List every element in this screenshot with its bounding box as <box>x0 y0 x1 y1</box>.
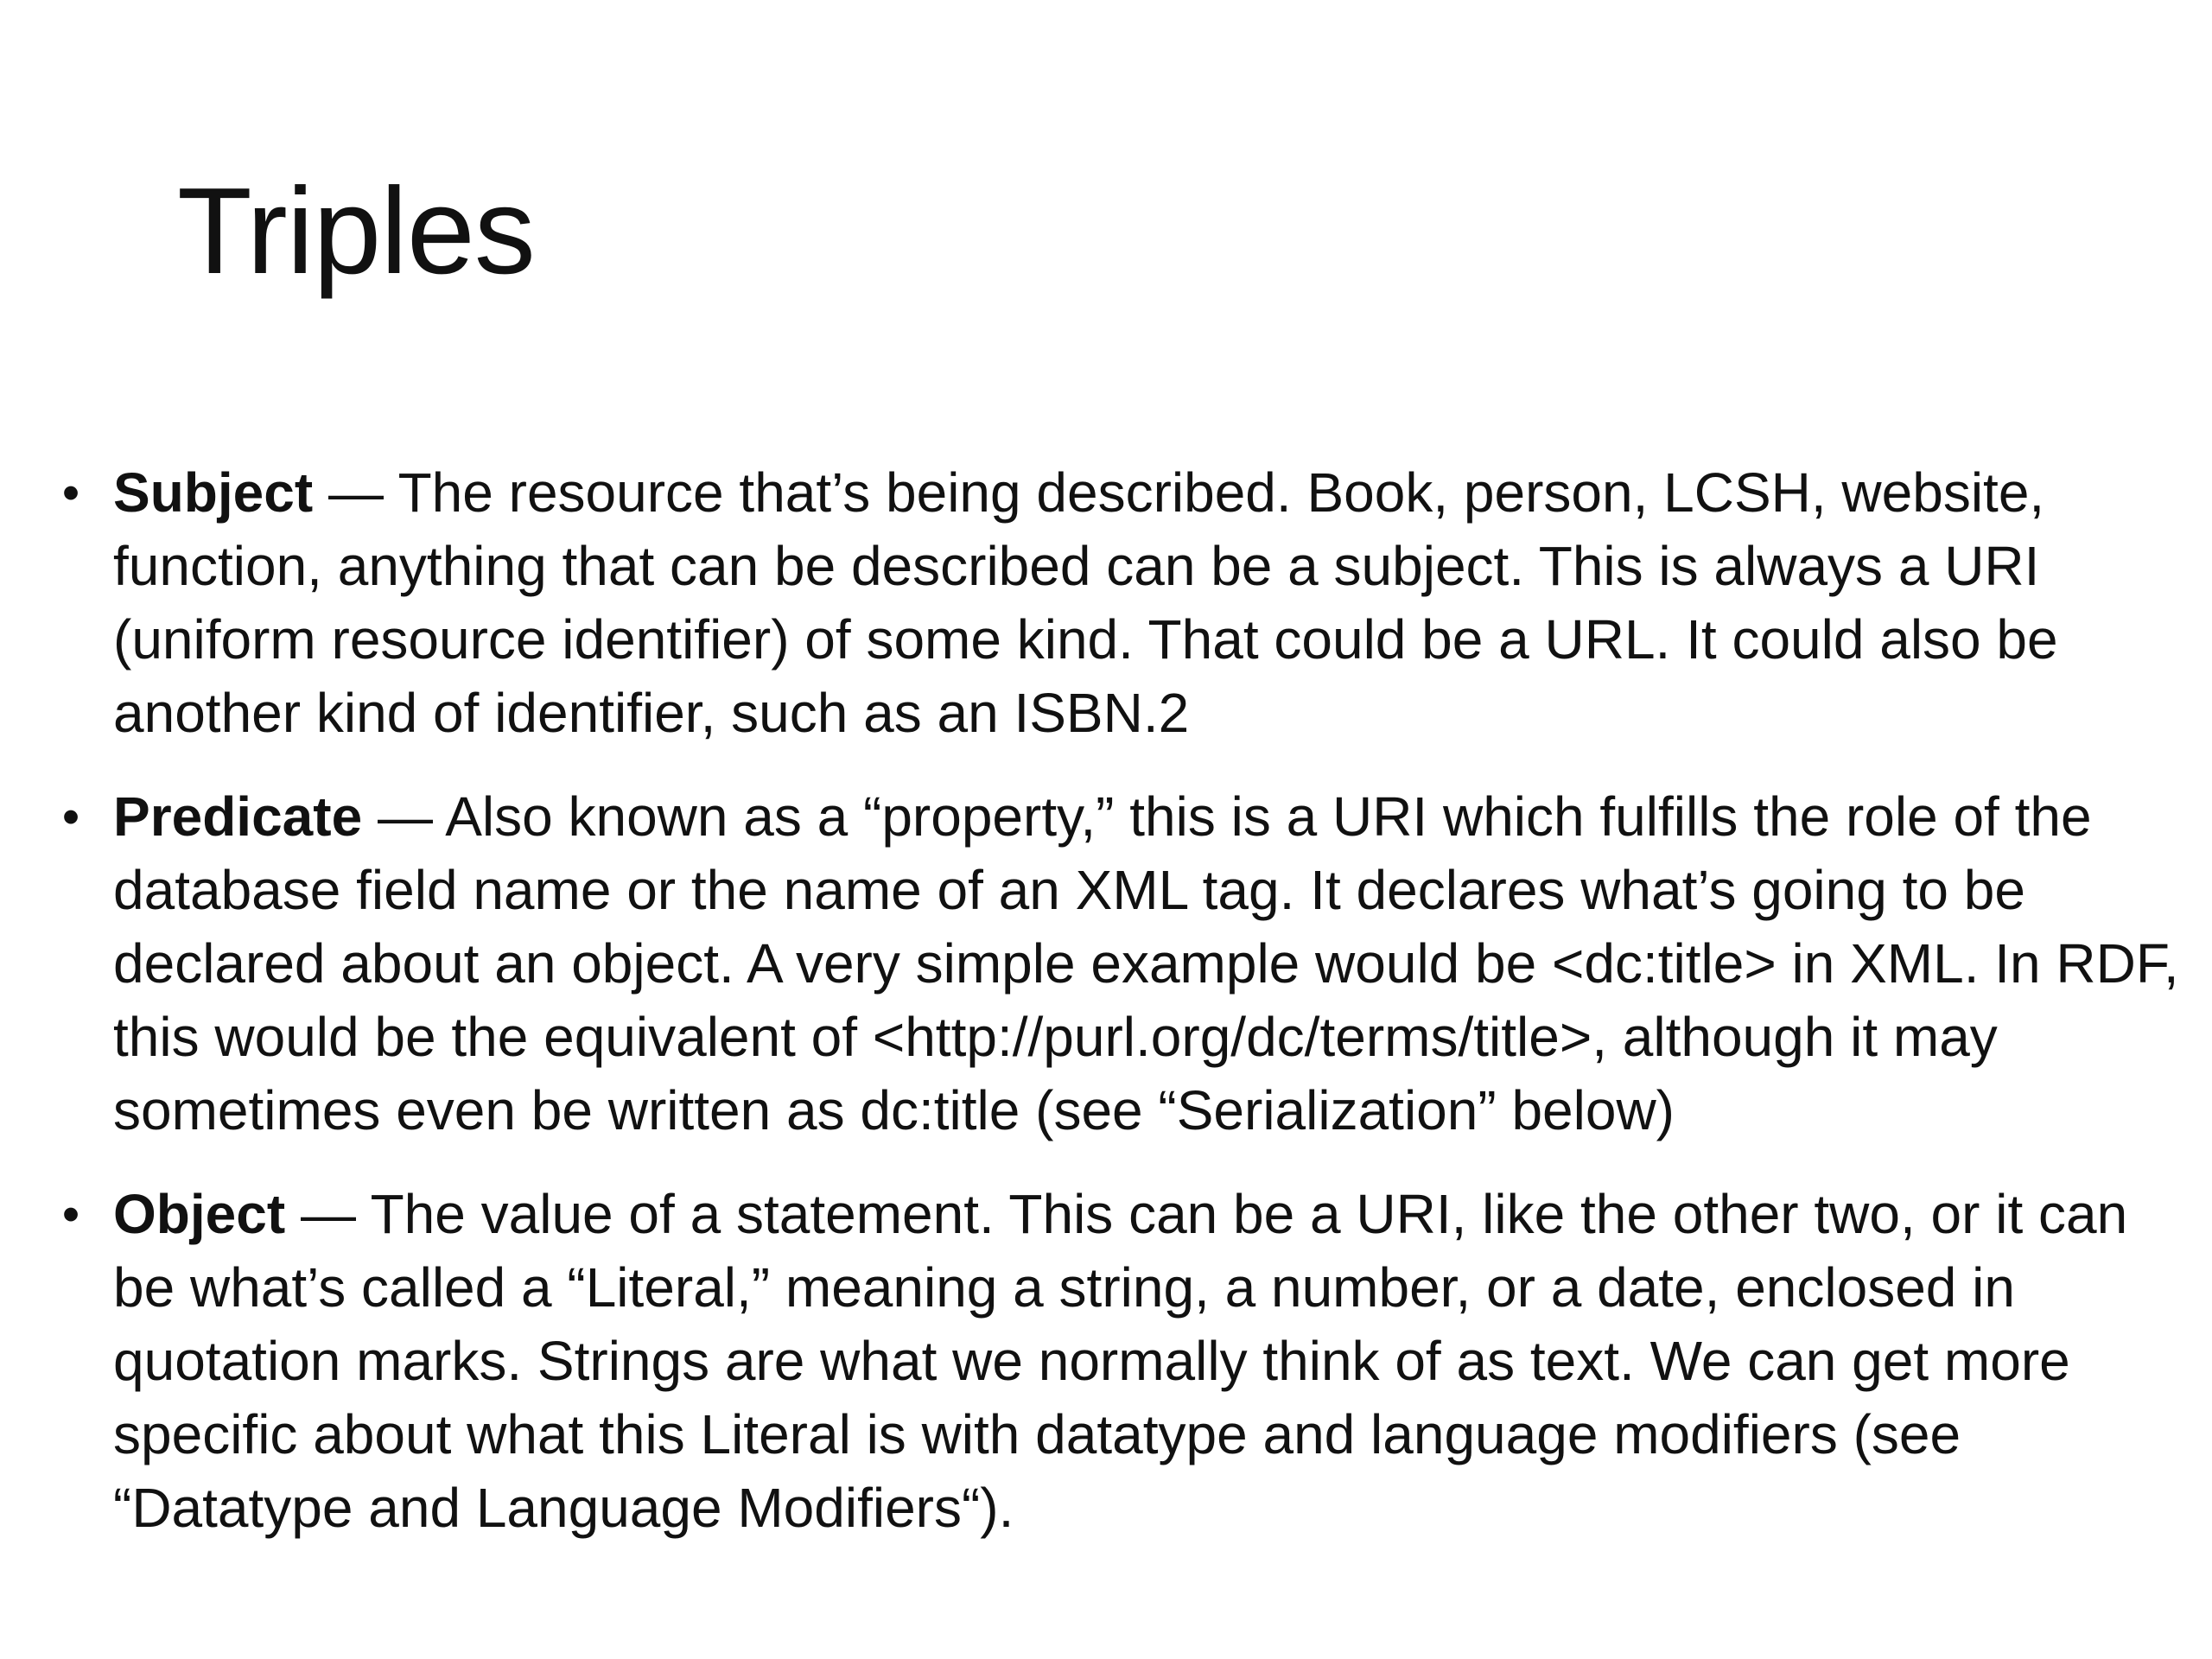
bullet-item-subject <box>56 456 2182 750</box>
bullet-item-predicate <box>56 780 2182 1147</box>
bullet-icon: • <box>61 1186 80 1243</box>
bullet-icon: • <box>61 465 80 521</box>
bullet-list <box>56 456 2182 1575</box>
bullet-term: Subject <box>113 461 314 524</box>
bullet-term: Object <box>113 1183 286 1245</box>
bullet-term: Predicate <box>113 785 363 848</box>
bullet-text: — The resource that’s being described. Book, person, LCSH, website, function, anything that can be described can be a subject. This is always a URI (uniform resource identifier) of some kind. That could be a URL. It could also be another kind of identifier, such as an ISBN.2 <box>113 461 2058 744</box>
bullet-text: — Also known as a “property,” this is a URI which fulfills the role of the database field name or the name of an XML tag. It declares what’s going to be declared about an object. A very simple example would be <dc:title> in XML. In RDF, this would be the equivalent of <http://purl.org/dc/terms/title>, although it may sometimes even be written as dc:title (see “Serialization” below) <box>113 785 2179 1141</box>
slide-title: Triples <box>177 162 535 300</box>
bullet-item-object <box>56 1178 2182 1545</box>
bullet-icon: • <box>61 789 80 845</box>
bullet-text: — The value of a statement. This can be a URI, like the other two, or it can be what’s called a “Literal,” meaning a string, a number, or a date, enclosed in quotation marks. Strings are what we normally think of as text. We can get more specific about what this Literal is with datatype and language modifiers (see “Datatype and Language Modifiers“). <box>113 1183 2128 1539</box>
